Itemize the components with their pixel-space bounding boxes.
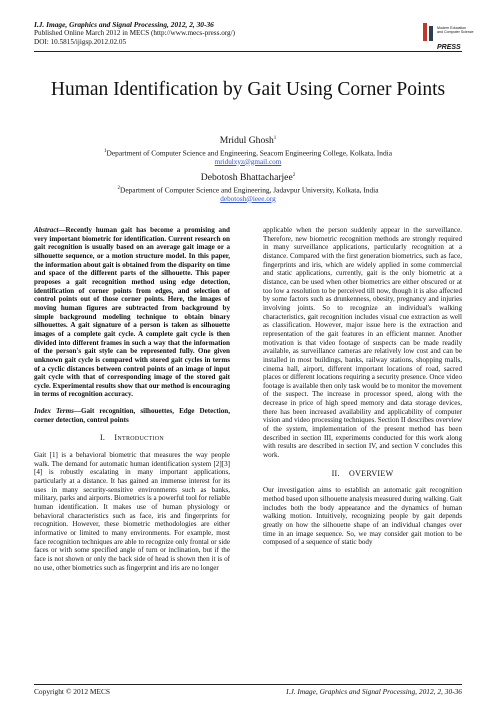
- footer-citation: I.J. Image, Graphics and Signal Processing, 2012, 2, 30-36: [286, 687, 462, 696]
- abstract: Abstract—Recently human gait has become a promising and very important biometric for identification. Current research on gait recognition is usually based on an average gait image or a silhouette sequence, or a motion structure model. In this paper, the information about gait is obtained from the disparity on time and space of the different parts of the silhouette. This paper proposes a gait recognition method using edge detection, identification of corner points from edges, and selection of control points out of those corner points. Here, the images of moving human figures are subtracted from background by simple background modeling technique to obtain binary silhouettes. A gait signature of a person is taken as silhouette images of a complete gait cycle. A complete gait cycle is then divided into different frames in such a way that the information of the person's gait style can be represented fully. One given unknown gait cycle is compared with stored gait cycles in terms of a cyclic distances between control points of an image of input gait cycle with that of corresponding image of the stored gait cycle. Experimental results show that our method is encouraging in terms of recognition accuracy.: [34, 226, 230, 399]
- journal-header: [34, 20, 464, 46]
- section-heading-introduction: I. Introduction: [99, 433, 165, 443]
- author-affiliation: $^2$Department of Computer Science and Engineering, Jadavpur University, Kolkata, India: [117, 185, 379, 195]
- author-email[interactable]: mridulxyz@gmail.com: [214, 157, 282, 166]
- author-block-1: [34, 133, 462, 167]
- paper-title: Human Identification by Gait Using Corner Points: [50, 79, 446, 100]
- doi-line: DOI: 10.5815/ijigsp.2012.02.05: [34, 37, 127, 46]
- publisher-logo-icon: [422, 22, 435, 42]
- introduction-paragraph: Gait [1] is a behavioral biometric that measures the way people walk. The demand for automatic human identification system [2][3][4] is robustly escalating in many important applications, particularly at a distance. It has gained an immense interest for its uses in many security-sensitive environments such as banks, military, parks and airports. Biometrics is a powerful tool for reliable human identification. It makes use of human physiology or behavioral characteristics such as face, iris and fingerprints for recognition. However, these biometric methodologies are either informative or limited to many environments. For example, most face recognition techniques are able to recognize only frontal or side faces or with some specified angle of turn or inclination, but if the face is not shown or only the back side of head is shown then it is of no use, other biometrics such as fingerprint and iris are no longer: [34, 451, 230, 572]
- author-name: Debotosh Bhattacharjee$^2$: [200, 172, 296, 184]
- left-column: [34, 226, 230, 572]
- publication-info: Published Online March 2012 in MECS (http://www.mecs-press.org/): [34, 29, 236, 37]
- introduction-continued: applicable when the person suddenly appear in the surveillance. Therefore, new biometric recognition methods are strongly required in many surveillance applications, particularly recognition at a distance. Compared with the first generation biometrics, such as face, fingerprints and iris, which are widely applied in some commercial and static applications, currently, gait is the only biometric at a distance, can be used when other biometrics are either obscured or at too low a resolution to be perceived till now, though it is also affected by some factors such as drunkenness, obesity, pregnancy and injuries involving joints. So to recognize an individual's walking characteristics, gait recognition includes visual cue extraction as well as classification. However, major issue here is the extraction and representation of the gait features in an efficient manner. Another motivation is that video footage of suspects can be made readily available, as surveillance cameras are relatively low cost and can be installed in most buildings, banks, railway stations, shopping malls, cinema hall, airport, different important locations of road, sacred places or different locations requiring a security presence. Once video footage is available then only task would be to monitor the movement of the suspect. The increase in processor speed, along with the decrease in price of high speed memory and data storage devices, there has been increased availability and applicability of computer vision and video processing techniques. Section II describes overview of the system, implementation of the present method has been described in section III, experiments conducted for this work along with results are described in section IV, and section V concludes this work.: [263, 226, 462, 460]
- footer-divider: [34, 684, 462, 685]
- author-name: Mridul Ghosh$^1$: [219, 135, 277, 147]
- overview-paragraph: Our investigation aims to establish an automatic gait recognition method based upon silhouette analysis measured during walking. Gait includes both the body appearance and the dynamics of human walking motion. Intuitively, recognizing people by gait depends greatly on how the silhouette shape of an individual changes over time in an image sequence. So, we may consider gait motion to be composed of a sequence of static body: [263, 486, 462, 547]
- right-column: [263, 226, 462, 547]
- index-terms: Index Terms—Gait recognition, silhouettes, Edge Detection, corner detection, control points: [34, 407, 231, 424]
- author-block-2: [34, 170, 462, 204]
- publisher-name: PRESS: [437, 44, 461, 51]
- section-heading-overview: II. OVERVIEW: [331, 468, 394, 478]
- author-affiliation: $^1$Department of Computer Science and Engineering, Seacom Engineering College, Kolkata, India: [104, 148, 392, 158]
- header-divider: [34, 51, 462, 52]
- publisher-tagline: Modern Education and Computer Science: [437, 26, 474, 35]
- journal-citation: I.J. Image, Graphics and Signal Processing, 2012, 2, 30-36: [34, 20, 214, 29]
- publisher-logo: [422, 22, 474, 58]
- author-email[interactable]: debotosh@ieee.org: [220, 194, 276, 203]
- footer-copyright: Copyright © 2012 MECS: [34, 687, 111, 696]
